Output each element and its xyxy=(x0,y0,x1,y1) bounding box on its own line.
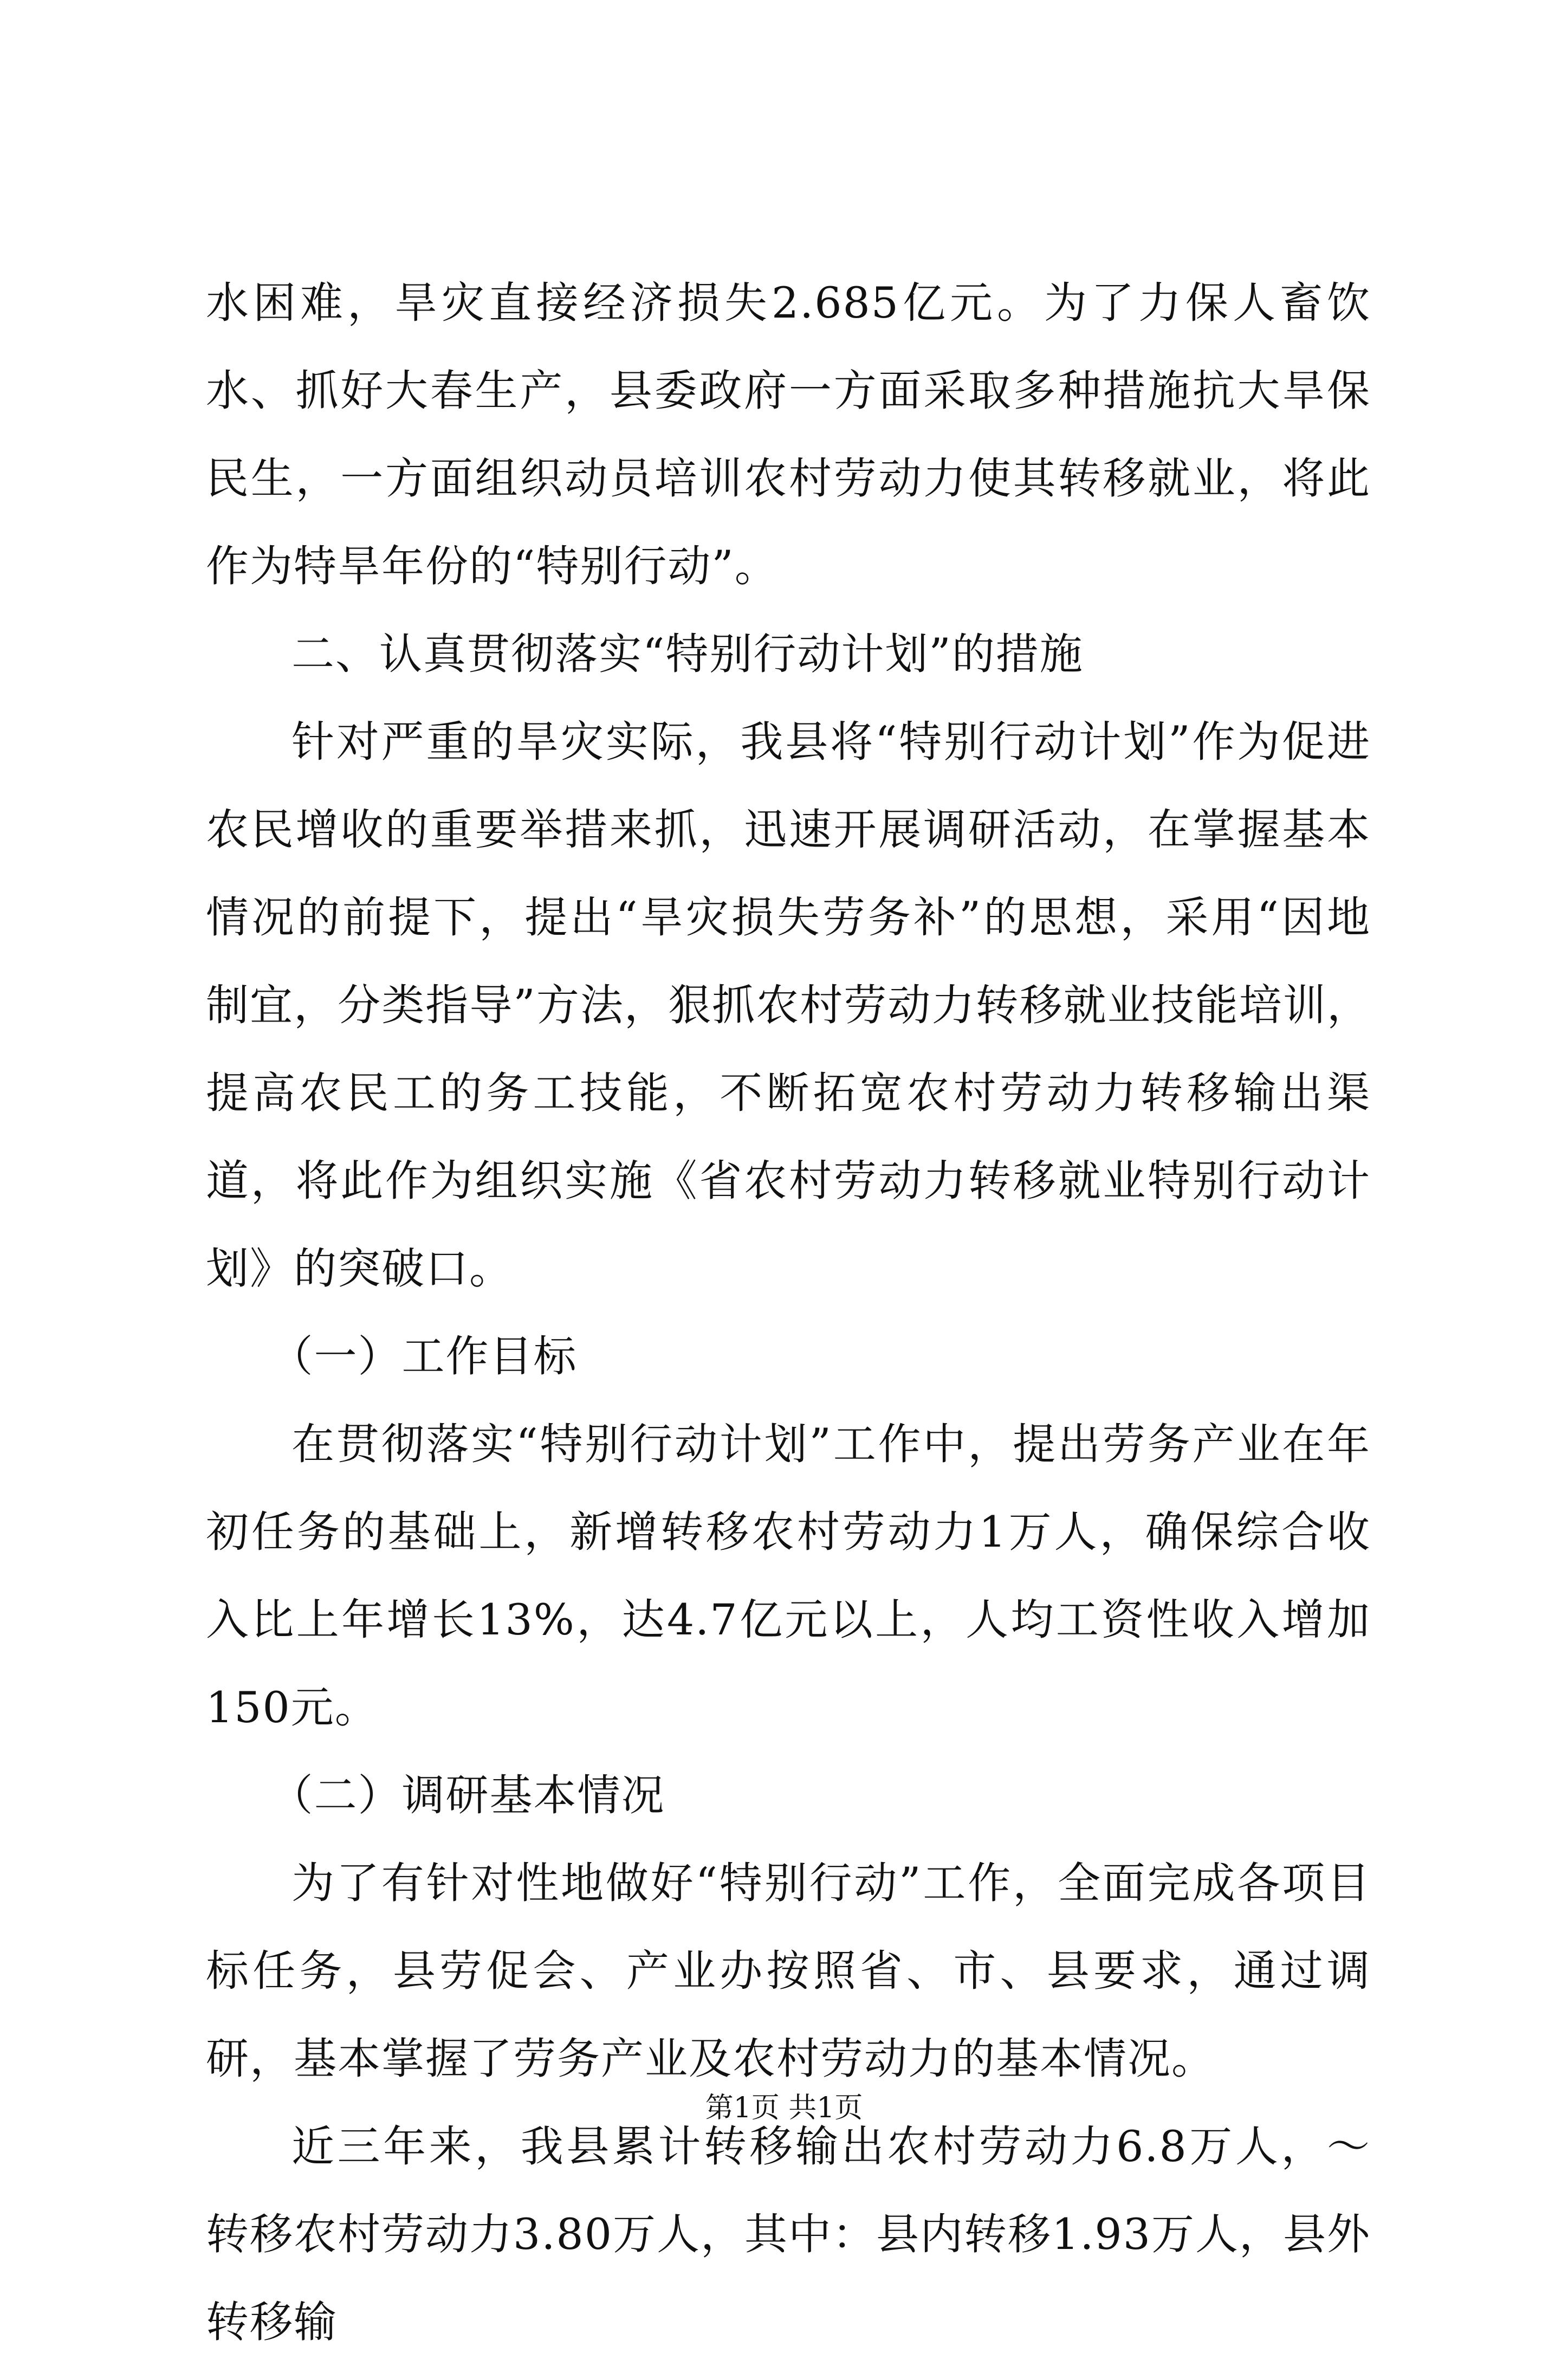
paragraph-continuation: 水困难，旱灾直接经济损失2.685亿元。为了力保人畜饮水、抓好大春生产，县委政府一方面采取多种措施抗大旱保民生，一方面组织动员培训农村劳动力使其转移就业，将此作为特旱年份的“特别行动”。 xyxy=(206,278,1371,591)
paragraph: 针对严重的旱灾实际，我县将“特别行动计划”作为促进农民增收的重要举措来抓，迅速开展调研活动，在掌握基本情况的前提下，提出“旱灾损失劳务补”的思想，采用“因地制宜，分类指导”方法，狠抓农村劳动力转移就业技能培训，提高农民工的务工技能，不断拓宽农村劳动力转移输出渠道，将此作为组织实施《省农村劳动力转移就业特别行动计划》的突破口。 xyxy=(206,717,1371,1294)
paragraph: 为了有针对性地做好“特别行动”工作，全面完成各项目标任务，县劳促会、产业办按照省、市、县要求，通过调研，基本掌握了劳务产业及农村劳动力的基本情况。 xyxy=(206,1858,1371,2084)
document-body xyxy=(206,259,1371,2366)
paragraph: 近三年来，我县累计转移输出农村劳动力6.8万人，～转移农村劳动力3.80万人，其中：县内转移1.93万人，县外转移输 xyxy=(206,2122,1371,2347)
section-heading: 二、认真贯彻落实“特别行动计划”的措施 xyxy=(291,629,1084,679)
subsection-heading-goals: （一）工作目标 xyxy=(270,1331,578,1381)
subsection-heading-survey: （二）调研基本情况 xyxy=(270,1770,665,1820)
page-footer: 第1页 共1页 xyxy=(705,2092,863,2124)
paragraph: 在贯彻落实“特别行动计划”工作中，提出劳务产业在年初任务的基础上，新增转移农村劳动力1万人，确保综合收入比上年增长13%，达4.7亿元以上，人均工资性收入增加150元。 xyxy=(206,1419,1371,1733)
